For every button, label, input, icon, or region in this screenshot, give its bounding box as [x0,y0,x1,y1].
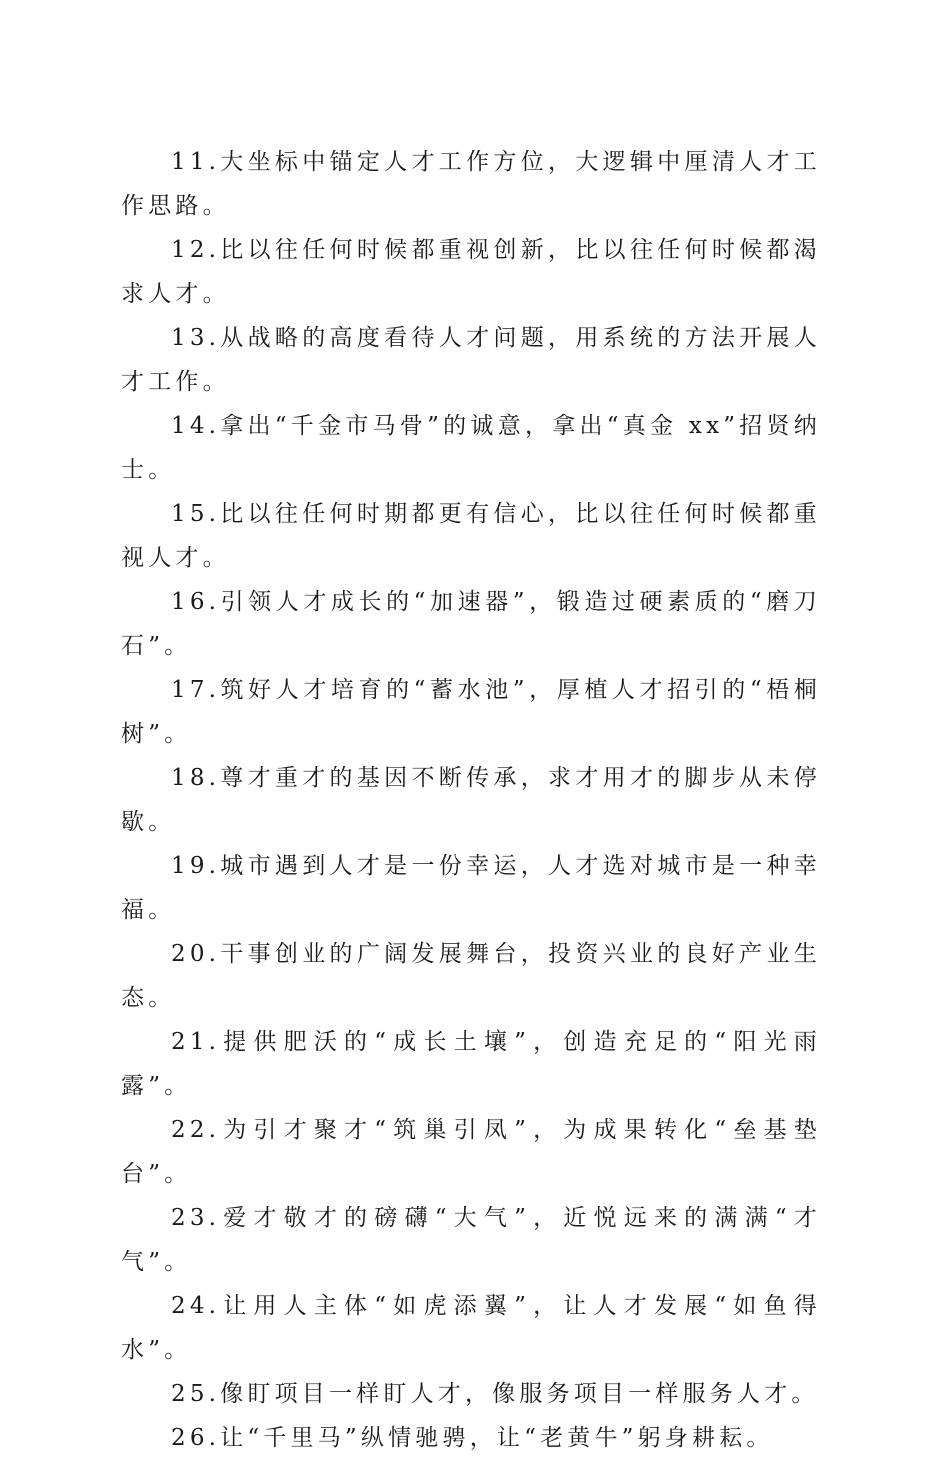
list-item: 18.尊才重才的基因不断传承，求才用才的脚步从未停歇。 [121,765,821,835]
list-item: 21.提供肥沃的“成长土壤”，创造充足的“阳光雨露”。 [121,1029,821,1099]
list-item: 12.比以往任何时候都重视创新，比以往任何时候都渴求人才。 [121,237,821,307]
list-item: 20.干事创业的广阔发展舞台，投资兴业的良好产业生态。 [121,941,821,1011]
list-item: 13.从战略的高度看待人才问题，用系统的方法开展人才工作。 [121,325,821,395]
list-item: 17.筑好人才培育的“蓄水池”，厚植人才招引的“梧桐树”。 [121,677,821,747]
list-item: 14.拿出“千金市马骨”的诚意，拿出“真金 xx”招贤纳士。 [121,413,821,483]
list-item: 25.像盯项目一样盯人才，像服务项目一样服务人才。 [171,1381,819,1407]
list-item: 11.大坐标中锚定人才工作方位，大逻辑中厘清人才工作思路。 [121,149,821,219]
list-item: 15.比以往任何时期都更有信心，比以往任何时候都重视人才。 [121,501,821,571]
list-item: 24.让用人主体“如虎添翼”，让人才发展“如鱼得水”。 [121,1293,821,1363]
document-body [121,140,821,1460]
list-item: 19.城市遇到人才是一份幸运，人才选对城市是一种幸福。 [121,853,821,923]
list-item: 23.爱才敬才的磅礴“大气”，近悦远来的满满“才气”。 [121,1205,821,1275]
list-item: 16.引领人才成长的“加速器”，锻造过硬素质的“磨刀石”。 [121,589,821,659]
list-item: 22.为引才聚才“筑巢引凤”，为成果转化“垒基垫台”。 [121,1117,821,1187]
list-item: 26.让“千里马”纵情驰骋，让“老黄牛”躬身耕耘。 [171,1425,774,1451]
